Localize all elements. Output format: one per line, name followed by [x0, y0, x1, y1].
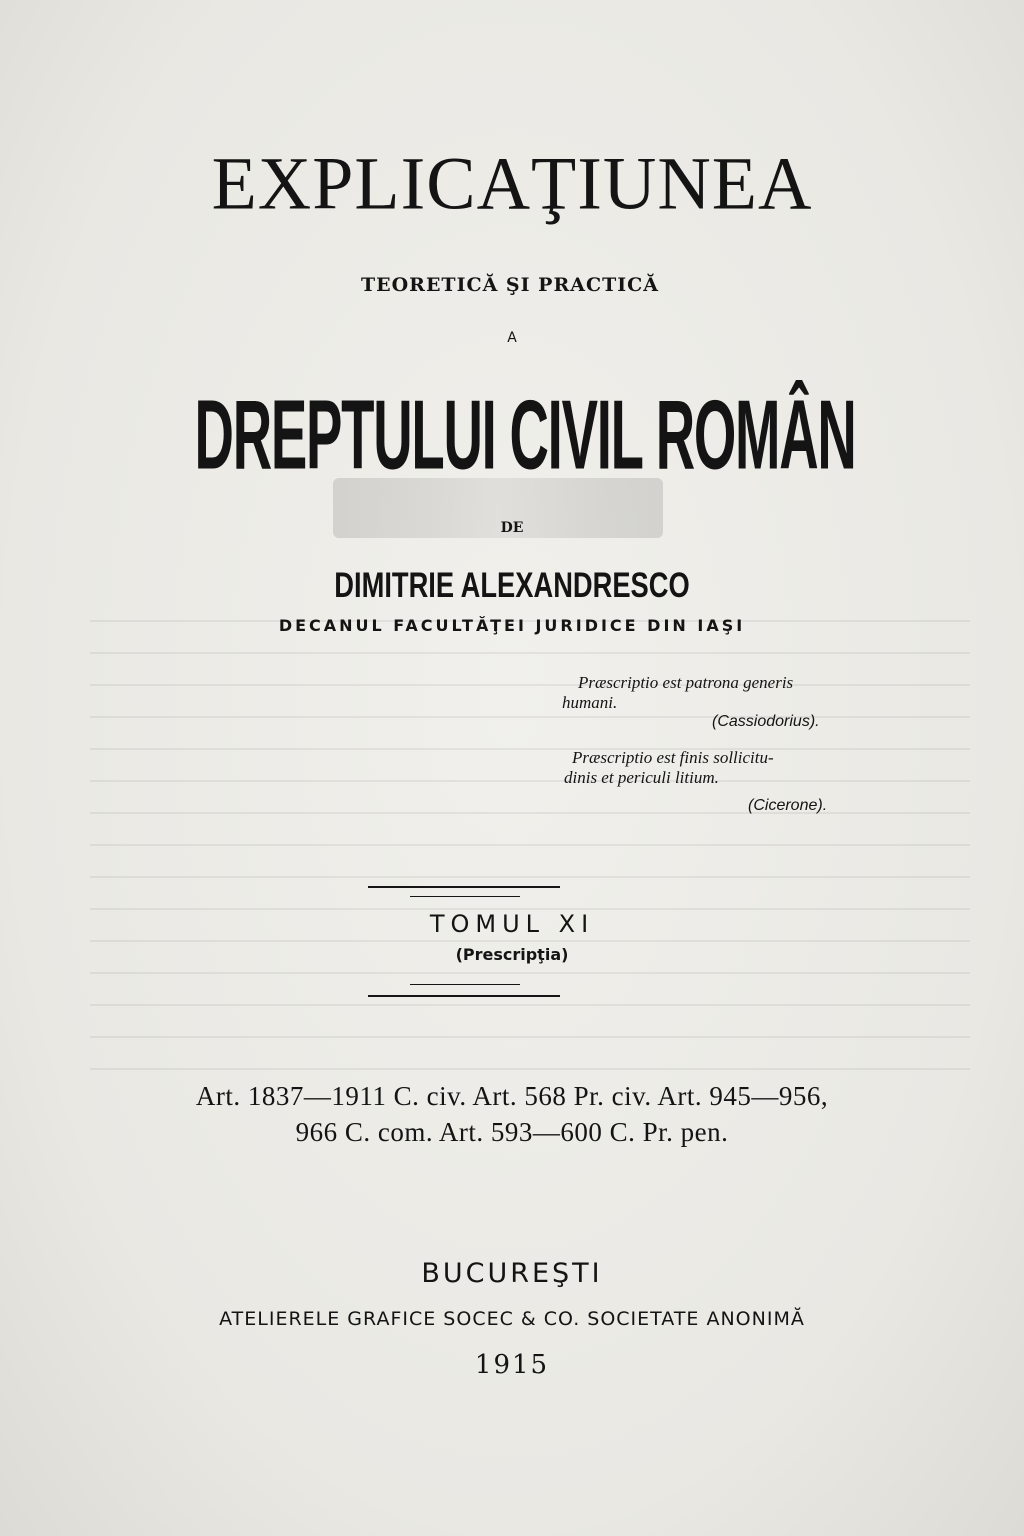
- divider-top-thin: [410, 896, 520, 897]
- main-title: DREPTULUI CIVIL ROMÂN: [194, 379, 856, 490]
- by-line: DE: [500, 520, 524, 536]
- article-references-line-2: 966 C. com. Art. 593—600 C. Pr. pen.: [295, 1117, 729, 1147]
- volume-number: TOMUL XI: [429, 910, 595, 938]
- divider-bottom-thick: [368, 995, 560, 997]
- title-connector: A: [507, 330, 517, 346]
- article-references-line-1: Art. 1837—1911 C. civ. Art. 568 Pr. civ. Art. 945—956,: [195, 1081, 829, 1111]
- divider-bottom-thin: [410, 984, 520, 985]
- volume-subject: (Prescripţia): [455, 945, 569, 964]
- author-name: DIMITRIE ALEXANDRESCO: [334, 566, 690, 605]
- article-references: [0, 1078, 1024, 1150]
- divider-top-thick: [368, 886, 560, 888]
- epigraph-1-line-1: Præscriptio est patrona generis: [578, 673, 794, 692]
- epigraph-2-source: (Cicerone).: [748, 797, 828, 814]
- book-title: EXPLICAŢIUNEA: [211, 142, 813, 226]
- epigraph-1-source: (Cassiodorius).: [712, 713, 820, 730]
- epigraph-2-line-1: Præscriptio est finis sollicitu-: [572, 748, 774, 767]
- epigraph-2: [564, 748, 872, 788]
- author-position: DECANUL FACULTĂŢEI JURIDICE DIN IAŞI: [278, 616, 746, 635]
- publication-year: 1915: [474, 1350, 550, 1380]
- publication-city: BUCUREŞTI: [421, 1258, 603, 1289]
- epigraph-2-line-2: dinis et periculi litium.: [564, 768, 719, 787]
- epigraph-1: [562, 673, 878, 713]
- epigraph-1-line-2: humani.: [562, 693, 618, 712]
- book-subtitle: TEORETICĂ ŞI PRACTICĂ: [360, 274, 659, 296]
- publisher: ATELIERELE GRAFICE SOCEC & CO. SOCIETATE ANONIMĂ: [219, 1308, 805, 1330]
